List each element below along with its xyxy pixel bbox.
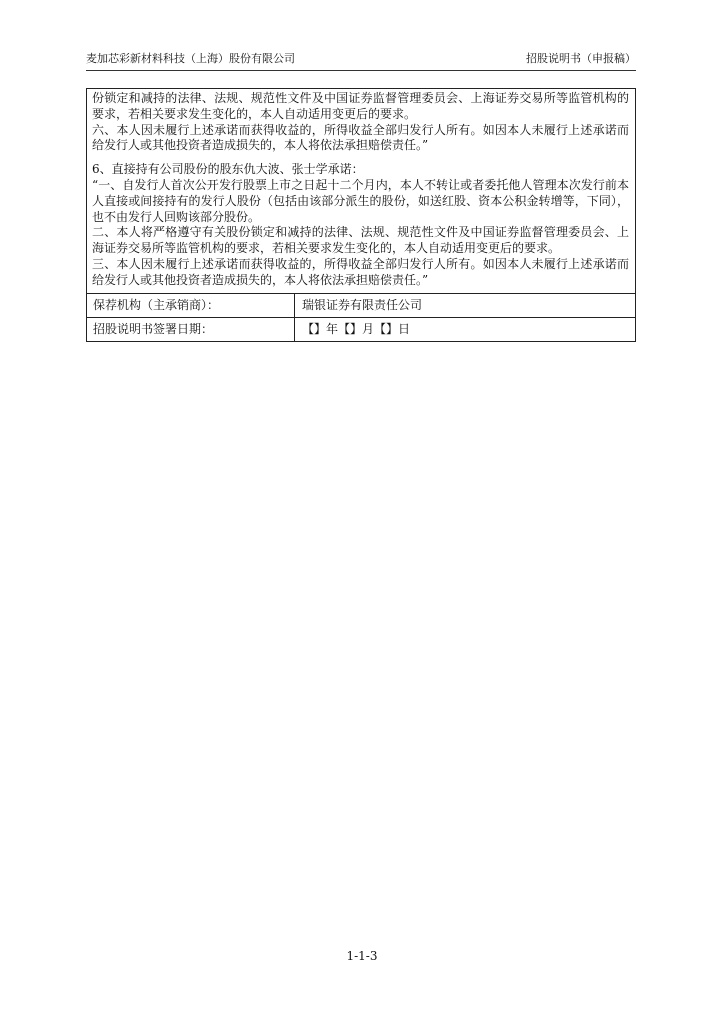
document-type: 招股说明书（申报稿） <box>526 52 636 65</box>
company-name: 麦加芯彩新材料科技（上海）股份有限公司 <box>86 52 295 65</box>
sponsor-value: 瑞银证券有限责任公司 <box>302 297 423 312</box>
page-number: 1-1-3 <box>346 949 378 963</box>
page-header <box>86 50 636 71</box>
paragraph: “一、自发行人首次公开发行股票上市之日起十二个月内，本人不转让或者委托他人管理本次发行前本人直接或间接持有的发行人股份（包括由该部分派生的股份，如送红股、资本公积金转增等，下同），也不由发行人回购该部分股份。 <box>92 177 629 224</box>
table-row-sponsor <box>87 294 635 317</box>
signing-date-label: 招股说明书签署日期： <box>87 318 295 341</box>
table-row-signing-date <box>87 317 635 341</box>
paragraph: 二、本人将严格遵守有关股份锁定和减持的法律、法规、规范性文件及中国证券监督管理委员会、上海证券交易所等监管机构的要求，若相关要求发生变化的，本人自动适用变更后的要求。 <box>92 225 629 256</box>
section-heading: 6、直接持有公司股份的股东仇大波、张士学承诺： <box>92 162 364 177</box>
commitment-content <box>87 89 635 294</box>
paragraph-gap <box>92 154 629 162</box>
commitment-table <box>86 88 636 342</box>
paragraph: 份锁定和减持的法律、法规、规范性文件及中国证券监督管理委员会、上海证券交易所等监管机构的要求，若相关要求发生变化的，本人自动适用变更后的要求。 <box>92 91 629 121</box>
signing-date-value: 【】年【】月【】日 <box>302 321 411 336</box>
paragraph: 六、本人因未履行上述承诺而获得收益的，所得收益全部归发行人所有。如因本人未履行上述承诺而给发行人或其他投资者造成损失的，本人将依法承担赔偿责任。” <box>92 122 629 153</box>
sponsor-label: 保荐机构（主承销商）： <box>87 294 295 317</box>
paragraph: 三、本人因未履行上述承诺而获得收益的，所得收益全部归发行人所有。如因本人未履行上述承诺而给发行人或其他投资者造成损失的，本人将依法承担赔偿责任。” <box>92 256 629 287</box>
